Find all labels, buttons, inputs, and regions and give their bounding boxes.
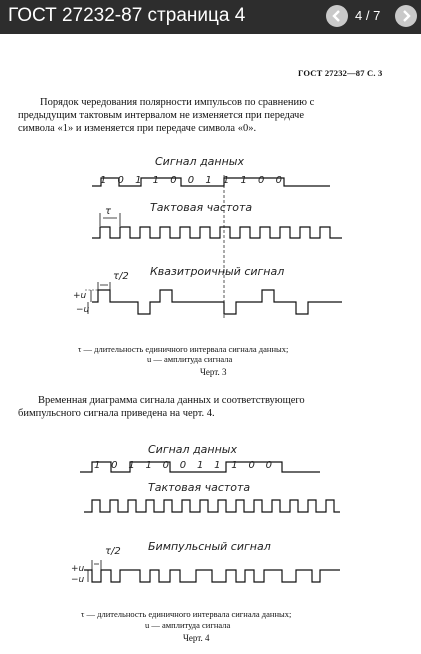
fig4-minus-u-label: −u (71, 575, 85, 585)
fig3-minus-u-label: −u (76, 305, 90, 315)
fig3-caption-line-1: τ — длительность единичного интервала сигнала данных; (78, 344, 289, 354)
paragraph-1-line-2: предыдущим тактовым интервалом не изменяется при передаче (18, 110, 305, 121)
fig3-clock-label: Тактовая частота (150, 201, 253, 214)
fig4-caption-line-2: u — амплитуда сигнала (145, 620, 231, 630)
fig3-signal-label: Квазитроичный сигнал (150, 265, 285, 278)
paragraph-1-line-1: Порядок чередования полярности импульсов по сравнению с (40, 97, 315, 108)
fig3-data-label: Сигнал данных (155, 155, 244, 168)
fig3-clock-waveform (92, 227, 342, 238)
fig4-caption-line-1: τ — длительность единичного интервала сигнала данных; (81, 609, 292, 619)
page-header: ГОСТ 27232—87 С. 3 (298, 68, 383, 78)
document-title: ГОСТ 27232-87 страница 4 (8, 5, 246, 26)
fig3-number: Черт. 3 (200, 367, 227, 377)
fig3-plus-u-label: +u (73, 291, 87, 301)
fig3-caption-line-2: u — амплитуда сигнала (147, 354, 233, 364)
paragraph-2-line-1: Временная диаграмма сигнала данных и соответствующего (38, 395, 305, 406)
fig4-data-label: Сигнал данных (148, 443, 237, 456)
fig3-ternary-waveform (92, 290, 342, 314)
fig4-plus-u-label: +u (71, 564, 85, 574)
paragraph-1-line-3: символа «1» и изменяется при передаче символа «0». (18, 123, 257, 134)
paragraph-2-line-2: бимпульсного сигнала приведена на черт. 4. (18, 408, 215, 419)
fig3-bits: 10110011100 (100, 175, 294, 186)
fig4-clock-label: Тактовая частота (148, 481, 251, 494)
fig4-number: Черт. 4 (183, 633, 210, 643)
fig3-tau-label: τ (105, 206, 112, 217)
fig4-tau-half-label: τ/2 (105, 546, 121, 557)
page-counter: 4 / 7 (355, 8, 381, 23)
fig3-tau-half-label: τ/2 (113, 271, 129, 282)
fig4-bits: 10110011100 (94, 460, 283, 471)
fig4-biphase-waveform (84, 570, 340, 582)
fig4-clock-waveform (84, 500, 340, 512)
fig4-signal-label: Бимпульсный сигнал (148, 540, 271, 553)
